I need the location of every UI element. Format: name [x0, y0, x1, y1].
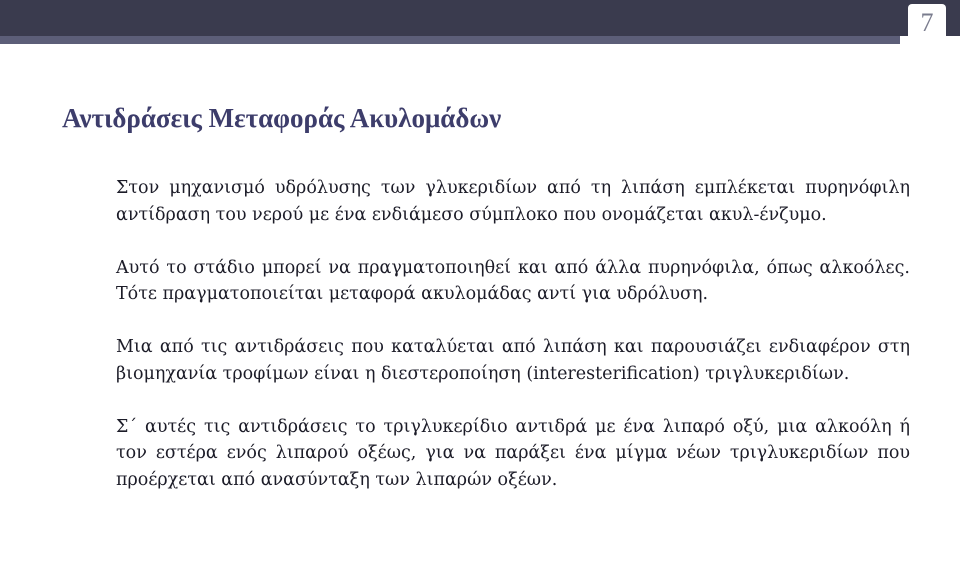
header-bar	[0, 0, 960, 36]
paragraph-interesterification: Μια από τις αντιδράσεις που καταλύεται από λιπάση και παρουσιάζει ενδιαφέρον στη βιομηχανία τροφίμων είναι η διεστεροποίηση (interesterification) τριγλυκεριδίων.	[116, 337, 910, 384]
slide-title: Αντιδράσεις Μεταφοράς Ακυλομάδων	[62, 103, 502, 133]
header-accent-stripe	[0, 36, 900, 44]
paragraph-triglyceride-reaction: Σ΄ αυτές τις αντιδράσεις το τριγλυκερίδιο αντιδρά με ένα λιπαρό οξύ, μια αλκοόλη ή τον εστέρα ενός λιπαρού οξέως, για να παράξει ένα μίγμα νέων τριγλυκεριδίων που προέρχεται από ανασύνταξη των λιπαρών οξέων.	[116, 416, 910, 490]
paragraph-nucleophiles: Αυτό το στάδιο μπορεί να πραγματοποιηθεί και από άλλα πυρηνόφιλα, όπως αλκοόλες. Τότε πραγματοποιείται μεταφορά ακυλομάδας αντί για υδρόλυση.	[116, 257, 910, 304]
paragraph-hydrolysis: Στον μηχανισμό υδρόλυσης των γλυκεριδίων από τη λιπάση εμπλέκεται πυρηνόφιλη αντίδραση του νερού με ένα ενδιάμεσο σύμπλοκο που ονομάζεται ακυλ-ένζυμο.	[116, 178, 910, 225]
page-number: 7	[920, 8, 934, 37]
slide-body	[116, 175, 910, 493]
page-number-badge	[908, 4, 946, 42]
